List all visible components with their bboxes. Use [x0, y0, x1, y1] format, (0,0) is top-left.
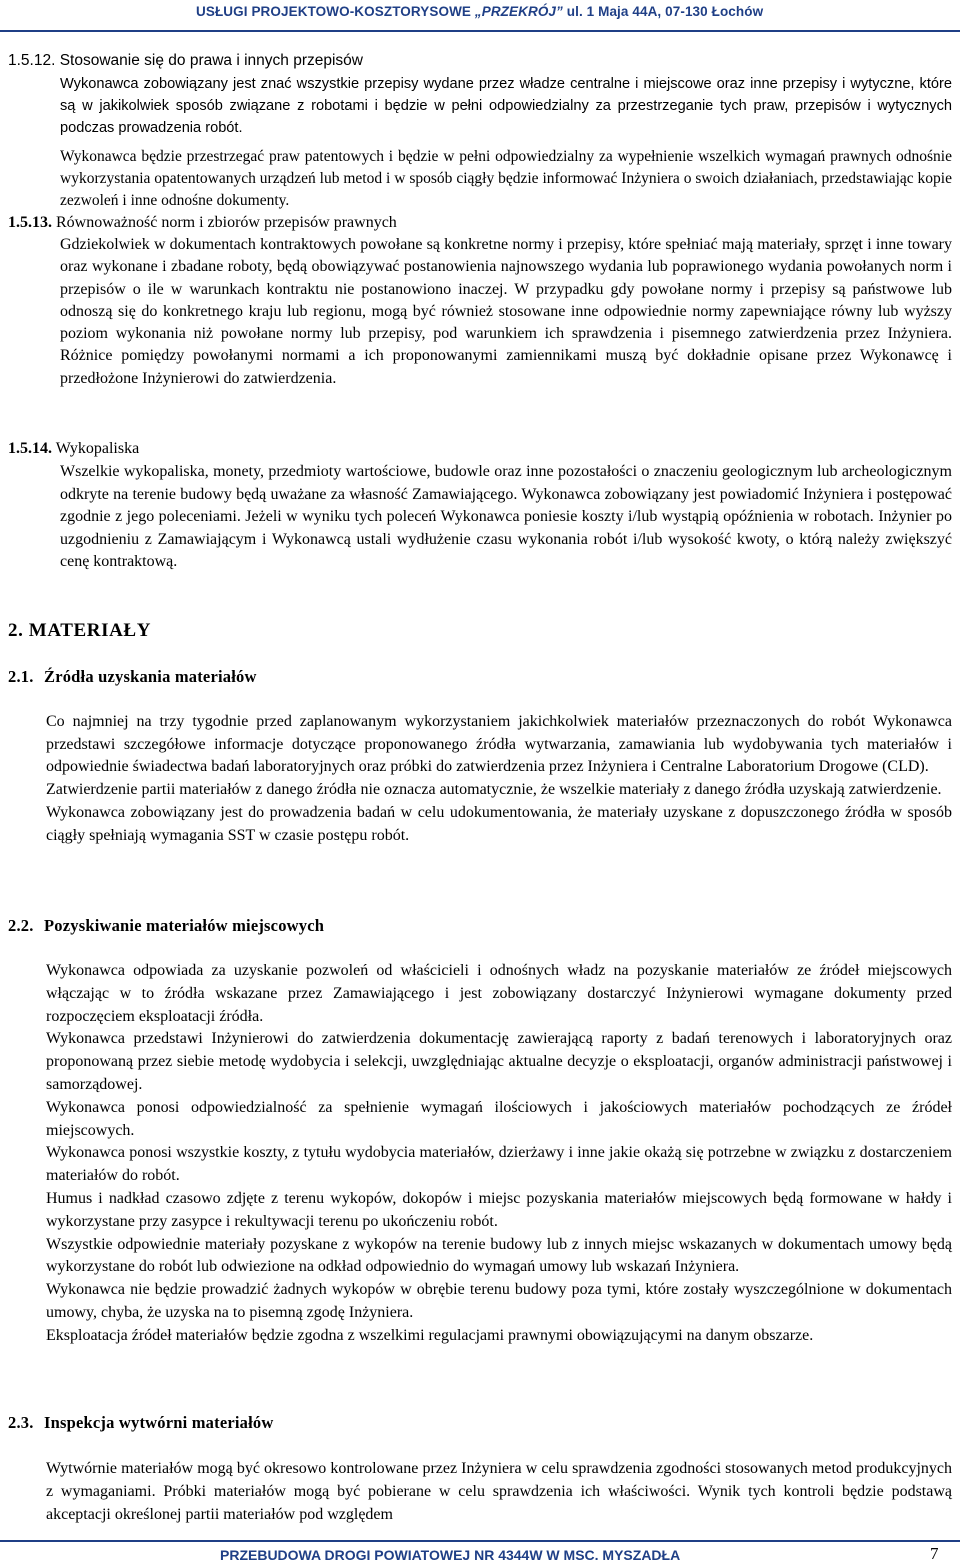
section-1-5-12-heading: [8, 50, 363, 72]
section-number: 2.1.: [8, 667, 34, 686]
chapter-heading: 2. MATERIAŁY: [8, 620, 152, 641]
page-footer: [0, 1540, 960, 1567]
section-2-2-heading: [8, 916, 324, 936]
paragraph: Gdziekolwiek w dokumentach kontraktowych powołane są konkretne normy i przepisy, które spełniać mają materiały, sprzęt i inne towary oraz wykonane i zbadane roboty, będą obowiązywać postanowienia najnowszego wydania lub poprawionego wydania powołanych norm i przepisów o ile w warunkach kontraktu nie postanowiono inaczej. W przypadku gdy powołane normy i przepisy są państwowe lub odnoszą się do konkretnego kraju lub regionu, mogą być również stosowane inne odpowiednie normy zapewniające równy lub wyższy poziom wykonania niż powołane normy lub przepisy, pod warunkiem ich sprawdzenia i pisemnego zatwierdzenia przez Inżyniera. Różnice pomiędzy powołanymi normami a ich proponowanymi zamiennikami muszą być dokładnie opisane przez Wykonawcę i przedłożone Inżynierowi do zatwierdzenia.: [60, 236, 952, 387]
section-title: Równoważność norm i zbiorów przepisów prawnych: [56, 214, 397, 231]
paragraph: Wykonawca nie będzie prowadzić żadnych wykopów w obrębie terenu budowy poza tymi, które zostały wyszczególnione w dokumentach umowy, chyba, że uzyska na to pisemną zgodę Inżyniera.: [46, 1281, 952, 1321]
page-header: [0, 0, 960, 32]
header-rule: [0, 30, 960, 32]
section-title: Stosowanie się do prawa i innych przepisów: [59, 52, 363, 69]
header-prefix: USŁUGI PROJEKTOWO-KOSZTORYSOWE: [196, 4, 475, 19]
section-1-5-12-body-2: [60, 146, 952, 212]
section-1-5-14-body: [60, 461, 952, 574]
paragraph: Wykonawca zobowiązany jest znać wszystkie przepisy wydane przez władze centralne i miejscowe oraz inne przepisy i wytyczne, które są w jakikolwiek sposób związane z robotami i będzie w pełni odpowiedzialny za przestrzeganie tych praw, przepisów i wytycznych podczas prowadzenia robót.: [60, 76, 952, 137]
footer-project-title: PRZEBUDOWA DROGI POWIATOWEJ NR 4344W W MSC. MYSZADŁA: [220, 1547, 681, 1563]
page-number: 7: [930, 1544, 939, 1563]
section-1-5-13-heading: [8, 212, 397, 234]
section-2-1-body: [46, 711, 952, 847]
paragraph: Wytwórnie materiałów mogą być okresowo kontrolowane przez Inżyniera w celu sprawdzenia zgodności stosowanych metod produkcyjnych z wymaganiami. Próbki materiałów mogą być pobierane w celu sprawdzenia ich właściwości. Wynik tych kontroli będzie podstawą akceptacji określonej partii materiałów pod względem: [46, 1460, 952, 1523]
paragraph: Humus i nadkład czasowo zdjęte z terenu wykopów, dokopów i miejsc pozyskania materiałów miejscowych będą formowane w hałdy i wykorzystane przy zasypce i rekultywacji terenu po ukończeniu robót.: [46, 1189, 952, 1230]
paragraph: Eksploatacja źródeł materiałów będzie zgodna z wszelkimi regulacjami prawnymi obowiązującymi na danym obszarze.: [46, 1326, 814, 1344]
paragraph: Wykonawca zobowiązany jest do prowadzenia badań w celu udokumentowania, że materiały uzyskane z dopuszczonego źródła w sposób ciągły spełniają wymagania SST w czasie postępu robót.: [46, 803, 952, 844]
section-title: Źródła uzyskania materiałów: [44, 667, 257, 686]
header-address: ul. 1 Maja 44A, 07-130 Łochów: [562, 4, 764, 19]
paragraph: Wszelkie wykopaliska, monety, przedmioty wartościowe, budowle oraz inne pozostałości o znaczeniu geologicznym lub archeologicznym odkryte na terenie budowy będą uważane za własność Zamawiającego. Wykonawca zobowiązany jest powiadomić Inżyniera i postępować zgodnie z jego poleceniami. Jeżeli w wyniku tych poleceń Wykonawca poniesie koszty i/lub wystąpią opóźnienia w robotach. Inżynier po uzgodnieniu z Zamawiającym i Wykonawcą ustali wydłużenie czasu wykonania robót i/lub wysokość kwoty, o którą należy zwiększyć cenę kontraktową.: [60, 463, 952, 570]
section-1-5-13-body: [60, 234, 952, 390]
section-1-5-14-heading: [8, 438, 139, 460]
section-number: 2.3.: [8, 1413, 34, 1432]
section-number: 1.5.14.: [8, 440, 52, 457]
section-title: Wykopaliska: [55, 440, 140, 457]
paragraph: Wykonawca ponosi wszystkie koszty, z tytułu wydobycia materiałów, dzierżawy i inne jakie okażą się potrzebne w związku z dostarczeniem materiałów do robót.: [46, 1144, 952, 1185]
header-brand: „PRZEKRÓJ”: [474, 4, 563, 19]
section-2-3-heading: [8, 1413, 273, 1433]
section-1-5-12-body: [60, 73, 952, 139]
section-number: 2.2.: [8, 916, 34, 935]
paragraph: Co najmniej na trzy tygodnie przed zaplanowanym wykorzystaniem jakichkolwiek materiałów przeznaczonych do robót Wykonawca przedstawi szczegółowe informacje dotyczące proponowanego źródła wytwarzania, zamawiania lub wydobywania tych materiałów i odpowiednie świadectwa badań laboratoryjnych oraz próbki do zatwierdzenia przez Inżyniera i Centralne Laboratorium Drogowe (CLD).: [46, 713, 952, 776]
section-title: Inspekcja wytwórni materiałów: [44, 1413, 274, 1432]
footer-rule: [0, 1540, 960, 1542]
paragraph: Wykonawca odpowiada za uzyskanie pozwoleń od właścicieli i odnośnych władz na pozyskanie materiałów ze źródeł miejscowych włączając w to źródła wskazane przez Zamawiającego i jest zobowiązany dostarczyć Inżynierowi wymagane dokumenty przed rozpoczęciem eksploatacji źródła.: [46, 962, 952, 1025]
section-title: Pozyskiwanie materiałów miejscowych: [44, 916, 325, 935]
paragraph: Wykonawca ponosi odpowiedzialność za spełnienie wymagań ilościowych i jakościowych materiałów pochodzących ze źródeł miejscowych.: [46, 1098, 952, 1139]
paragraph: Wykonawca będzie przestrzegać praw patentowych i będzie w pełni odpowiedzialny za wypełnienie wszelkich wymagań prawnych odnośnie wykorzystania opatentowanych urządzeń lub metod i w sposób ciągły będzie informować Inżyniera o swoich działaniach, przedstawiając kopie zezwoleń i inne odnośne dokumenty.: [60, 148, 952, 210]
paragraph: Wykonawca przedstawi Inżynierowi do zatwierdzenia dokumentację zawierającą raporty z badań terenowych i laboratoryjnych oraz proponowaną przez siebie metodę wydobycia i selekcji, uwzględniając aktualne decyzje o eksploatacji, organów administracji państwowej i samorządowej.: [46, 1030, 952, 1093]
section-2-2-body: [46, 960, 952, 1348]
section-number: 1.5.12.: [8, 52, 56, 69]
section-number: 1.5.13.: [8, 214, 52, 231]
section-2-1-heading: [8, 667, 257, 687]
paragraph: Zatwierdzenie partii materiałów z danego źródła nie oznacza automatycznie, że wszelkie materiały z danego źródła uzyskają zatwierdzenie.: [46, 781, 942, 799]
paragraph: Wszystkie odpowiednie materiały pozyskane z wykopów na terenie budowy lub z innych miejsc wskazanych w dokumentach umowy będą wykorzystane do robót lub odwiezione na odkład odpowiednio do wymagań umowy lub wskazań Inżyniera.: [46, 1235, 952, 1276]
header-company: [196, 4, 763, 19]
section-2-3-body: [46, 1458, 952, 1526]
